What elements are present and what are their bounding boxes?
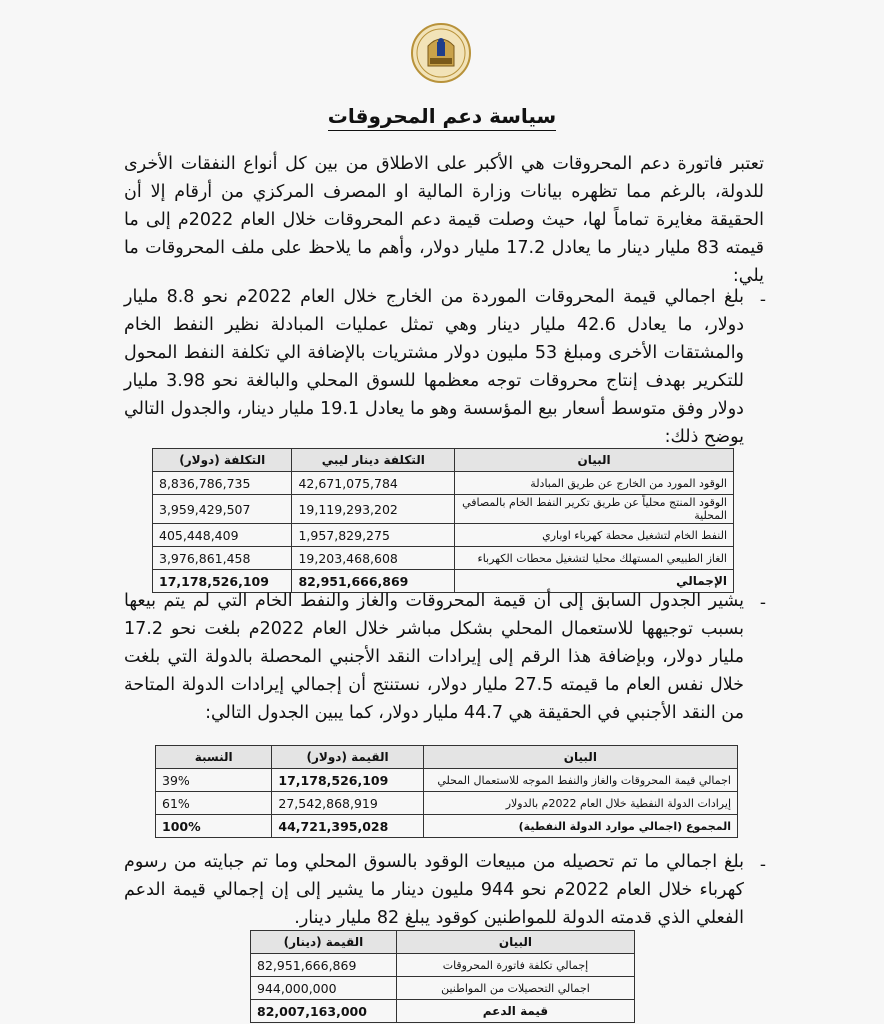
emblem-logo xyxy=(410,22,472,84)
table3-header-statement: البيان xyxy=(396,931,634,954)
revenue-table xyxy=(155,745,738,838)
table3-header-value: القيمة (دينار) xyxy=(251,931,397,954)
cost-table xyxy=(152,448,734,593)
bullet-marker: - xyxy=(759,593,766,613)
table-row: إجمالي تكلفة فاتورة المحروقات 82,951,666,869 xyxy=(251,954,635,977)
table-row: الغاز الطبيعي المستهلك محليا لتشغيل محطات الكهرباء 19,203,468,608 3,976,861,458 xyxy=(153,547,734,570)
bullet-marker: - xyxy=(759,855,766,875)
table-total-row: المجموع (اجمالي موارد الدولة النفطية) 44,721,395,028 100% xyxy=(156,815,738,838)
table1-header-statement: البيان xyxy=(455,449,734,472)
bullet-paragraph-2: يشير الجدول السابق إلى أن قيمة المحروقات والغاز والنفط الخام التي لم يتم بيعها بسبب توجيهها للاستعمال المحلي بشكل مباشر خلال العام 2022م بلغت نحو 17.2 مليار دولار، وبإضافة هذا الرقم إلى إيرادات النقد الأجنبي المحصلة بالدولة التي بلغت خلال نفس العام ما قيمته 27.5 مليار دولار، نستنتج أن إجمالي إيرادات الدولة المتاحة من النقد الأجنبي في الحقيقة هي 44.7 مليار دولار، كما يبين الجدول التالي: xyxy=(124,591,744,723)
table1-header-usd: التكلفة (دولار) xyxy=(153,449,292,472)
table2-header-value: القيمة (دولار) xyxy=(272,746,423,769)
intro-paragraph: تعتبر فاتورة دعم المحروقات هي الأكبر على الاطلاق من بين كل أنواع النفقات الأخرى للدولة، بالرغم مما تظهره بيانات وزارة المالية او المصرف المركزي من أرقام إلا أن الحقيقة مغايرة تماماً لها، حيث وصلت قيمة دعم المحروقات خلال العام 2022م إلى ما قيمته 83 مليار دينار ما يعادل 17.2 مليار دولار، وأهم ما يلاحظ على ملف المحروقات ما يلي: xyxy=(124,154,764,286)
table-row: الوقود المورد من الخارج عن طريق المبادلة 42,671,075,784 8,836,786,735 xyxy=(153,472,734,495)
bullet-paragraph-1: بلغ اجمالي قيمة المحروقات الموردة من الخارج خلال العام 2022م نحو 8.8 مليار دولار، ما يعادل 42.6 مليار دينار وهي تمثل عمليات المبادلة نظير النفط الخام والمشتقات الأخرى ومبلغ 53 مليون دولار مشتريات بالإضافة الي تكلفة النفط المحول للتكرير بهدف إنتاج محروقات توجه معظمها للسوق المحلي والبالغة نحو 3.98 مليار دولار وفق متوسط أسعار بيع المؤسسة وهو ما يعادل 19.1 مليار دينار، والجدول التالي يوضح ذلك: xyxy=(124,287,745,447)
table-row: اجمالي قيمة المحروقات والغاز والنفط الموجه للاستعمال المحلي 17,178,526,109 39% xyxy=(156,769,738,792)
table-row: اجمالي التحصيلات من المواطنين 944,000,000 xyxy=(251,977,635,1000)
table2-header-percent: النسبة xyxy=(156,746,272,769)
table-total-row: قيمة الدعم 82,007,163,000 xyxy=(251,1000,635,1023)
page-title: سياسة دعم المحروقات xyxy=(0,104,884,128)
table-row: إيرادات الدولة النفطية خلال العام 2022م بالدولار 27,542,868,919 61% xyxy=(156,792,738,815)
table-total-row: الإجمالي 82,951,666,869 17,178,526,109 xyxy=(153,570,734,593)
subsidy-table xyxy=(250,930,635,1023)
table-row: النفط الخام لتشغيل محطة كهرباء اوباري 1,957,829,275 405,448,409 xyxy=(153,524,734,547)
table1-header-lyd: التكلفة دينار ليبي xyxy=(292,449,455,472)
table2-header-statement: البيان xyxy=(423,746,737,769)
table-row: الوقود المنتج محلياً عن طريق تكرير النفط الخام بالمصافي المحلية 19,119,293,202 3,959,429,507 xyxy=(153,495,734,524)
bullet-marker: - xyxy=(759,290,766,310)
bullet-paragraph-3: بلغ اجمالي ما تم تحصيله من مبيعات الوقود بالسوق المحلي وما تم جبايته من رسوم كهرباء خلال العام 2022م نحو 944 مليون دينار ما يشير إلى إن إجمالي قيمة الدعم الفعلي الذي قدمته الدولة للمواطنين كوقود يبلغ 82 مليار دينار. xyxy=(124,852,745,928)
